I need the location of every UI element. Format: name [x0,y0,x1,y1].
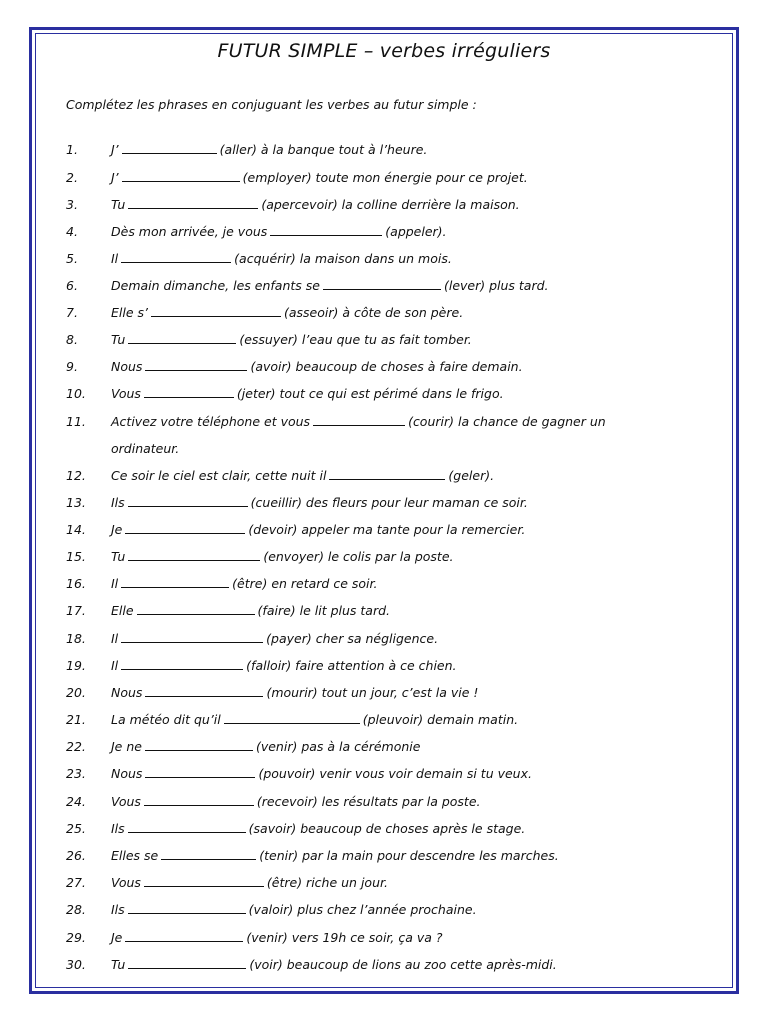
exercise-sentence [111,277,549,295]
sentence-end: (envoyer) le colis par la poste. [263,549,454,564]
exercise-number: 17. [66,603,86,618]
exercise-sentence [111,684,478,702]
sentence-start: Ils [111,495,125,510]
exercise-number: 13. [66,495,86,510]
exercise-sentence [111,250,452,268]
sentence-end: (jeter) tout ce qui est périmé dans le frigo. [236,386,504,401]
sentence-start: Je [111,522,123,537]
exercise-number: 1. [66,142,78,157]
exercise-number: 29. [66,930,86,945]
sentence-end: (venir) vers 19h ce soir, ça va ? [246,930,443,945]
answer-blank[interactable] [125,521,245,534]
sentence-end: (être) riche un jour. [266,875,388,890]
exercise-sentence [111,657,457,675]
sentence-start: Il [111,658,119,673]
sentence-end: (venir) pas à la cérémonie [255,739,421,754]
answer-blank[interactable] [144,793,254,806]
exercise-number: 12. [66,468,86,483]
answer-blank[interactable] [270,223,382,236]
sentence-start: Tu [111,549,126,564]
answer-blank[interactable] [121,250,231,263]
answer-blank[interactable] [137,602,255,615]
exercise-number: 10. [66,386,86,401]
sentence-end: (savoir) beaucoup de choses après le stage. [248,821,526,836]
answer-blank[interactable] [145,358,247,371]
sentence-start: Il [111,631,119,646]
exercise-number: 2. [66,170,78,185]
sentence-end: (employer) toute mon énergie pour ce projet. [242,170,528,185]
sentence-end: (acquérir) la maison dans un mois. [234,251,452,266]
sentence-start: Elle [111,603,134,618]
sentence-end: (payer) cher sa négligence. [266,631,439,646]
sentence-continuation: ordinateur. [111,441,180,456]
exercise-number: 15. [66,549,86,564]
sentence-end: (avoir) beaucoup de choses à faire demain. [250,359,523,374]
sentence-start: Dès mon arrivée, je vous [111,224,268,239]
exercise-sentence [111,820,525,838]
exercise-number: 8. [66,332,78,347]
worksheet-title: FUTUR SIMPLE – verbes irréguliers [217,40,551,62]
answer-blank[interactable] [128,494,248,507]
exercise-number: 18. [66,631,86,646]
exercise-number: 4. [66,224,78,239]
sentence-end: (pleuvoir) demain matin. [362,712,519,727]
sentence-start: Elles se [111,848,159,863]
exercise-sentence [111,467,494,485]
sentence-end: (valoir) plus chez l’année prochaine. [248,902,477,917]
answer-blank[interactable] [145,738,253,751]
exercise-sentence [111,331,472,349]
exercise-number: 28. [66,902,86,917]
exercise-sentence [111,196,520,214]
sentence-start: Demain dimanche, les enfants se [111,278,320,293]
sentence-start: Nous [111,685,143,700]
exercise-sentence [111,385,504,403]
sentence-end: (apercevoir) la colline derrière la maison. [261,197,520,212]
answer-blank[interactable] [125,929,243,942]
exercise-sentence [111,141,427,159]
sentence-end: (appeler). [385,224,447,239]
answer-blank[interactable] [151,304,281,317]
exercise-sentence [111,304,463,322]
exercise-sentence [111,901,477,919]
exercise-number: 23. [66,766,86,781]
exercise-sentence [111,765,532,783]
sentence-start: Ils [111,902,125,917]
sentence-end: (aller) à la banque tout à l’heure. [219,142,428,157]
answer-blank[interactable] [145,684,263,697]
sentence-end: (essuyer) l’eau que tu as fait tomber. [239,332,472,347]
sentence-end: (falloir) faire attention à ce chien. [246,658,457,673]
instruction-text: Complétez les phrases en conjuguant les verbes au futur simple : [66,97,477,112]
answer-blank[interactable] [121,657,243,670]
sentence-start: Vous [111,875,141,890]
sentence-start: J’ [111,170,119,185]
exercise-sentence [111,413,606,431]
exercise-number: 11. [66,414,86,429]
sentence-start: Il [111,576,119,591]
sentence-end: (tenir) par la main pour descendre les marches. [259,848,559,863]
exercise-sentence [111,929,443,947]
exercise-number: 30. [66,957,86,972]
answer-blank[interactable] [121,630,263,643]
sentence-start: Je ne [111,739,142,754]
exercise-number: 25. [66,821,86,836]
exercise-number: 20. [66,685,86,700]
exercise-sentence [111,711,518,729]
sentence-start: La météo dit qu’il [111,712,221,727]
exercise-number: 19. [66,658,86,673]
exercise-number: 26. [66,848,86,863]
answer-blank[interactable] [144,385,234,398]
sentence-end: (courir) la chance de gagner un [408,414,606,429]
exercise-number: 24. [66,794,86,809]
sentence-end: (mourir) tout un jour, c’est la vie ! [266,685,479,700]
sentence-start: Ils [111,821,125,836]
sentence-start: Ce soir le ciel est clair, cette nuit il [111,468,327,483]
sentence-start: Vous [111,794,141,809]
exercise-sentence [111,169,528,187]
exercise-number: 27. [66,875,86,890]
exercise-sentence [111,847,559,865]
exercise-number: 16. [66,576,86,591]
sentence-start: Je [111,930,123,945]
exercise-sentence [111,548,454,566]
sentence-end: (être) en retard ce soir. [232,576,378,591]
exercise-sentence [111,223,447,241]
answer-blank[interactable] [313,413,405,426]
sentence-start: J’ [111,142,119,157]
exercise-sentence [111,738,420,756]
exercise-number: 5. [66,251,78,266]
answer-blank[interactable] [128,901,246,914]
answer-blank[interactable] [128,820,246,833]
sentence-end: (faire) le lit plus tard. [257,603,391,618]
answer-blank[interactable] [144,874,264,887]
exercise-sentence [111,956,557,974]
sentence-end: (devoir) appeler ma tante pour la remercier. [248,522,526,537]
sentence-end: (voir) beaucoup de lions au zoo cette après-midi. [249,957,557,972]
exercise-sentence [111,358,523,376]
exercise-sentence [111,494,528,512]
exercise-number: 14. [66,522,86,537]
answer-blank[interactable] [128,548,260,561]
exercise-number: 3. [66,197,78,212]
answer-blank[interactable] [329,467,445,480]
exercise-sentence [111,575,377,593]
exercise-number: 6. [66,278,78,293]
exercise-number: 22. [66,739,86,754]
sentence-start: Il [111,251,119,266]
answer-blank[interactable] [128,331,236,344]
answer-blank[interactable] [121,575,229,588]
sentence-start: Vous [111,386,141,401]
sentence-start: Nous [111,766,143,781]
exercise-number: 7. [66,305,78,320]
answer-blank[interactable] [323,277,441,290]
exercise-number: 9. [66,359,78,374]
sentence-end: (asseoir) à côte de son père. [284,305,464,320]
sentence-end: (pouvoir) venir vous voir demain si tu veux. [258,766,532,781]
answer-blank[interactable] [161,847,256,860]
sentence-start: Nous [111,359,143,374]
exercise-sentence [111,521,525,539]
sentence-start: Elle s’ [111,305,148,320]
exercise-number: 21. [66,712,86,727]
answer-blank[interactable] [122,141,217,154]
answer-blank[interactable] [122,169,240,182]
exercise-sentence [111,874,388,892]
exercise-sentence [111,793,481,811]
sentence-end: (cueillir) des fleurs pour leur maman ce soir. [250,495,528,510]
sentence-end: (lever) plus tard. [443,278,549,293]
exercise-sentence [111,630,438,648]
answer-blank[interactable] [128,196,258,209]
exercise-sentence [111,602,390,620]
sentence-start: Tu [111,197,126,212]
answer-blank[interactable] [145,765,255,778]
answer-blank[interactable] [128,956,246,969]
sentence-end: (recevoir) les résultats par la poste. [256,794,481,809]
sentence-start: Activez votre téléphone et vous [111,414,311,429]
sentence-end: (geler). [448,468,495,483]
sentence-start: Tu [111,332,126,347]
answer-blank[interactable] [224,711,360,724]
sentence-start: Tu [111,957,126,972]
